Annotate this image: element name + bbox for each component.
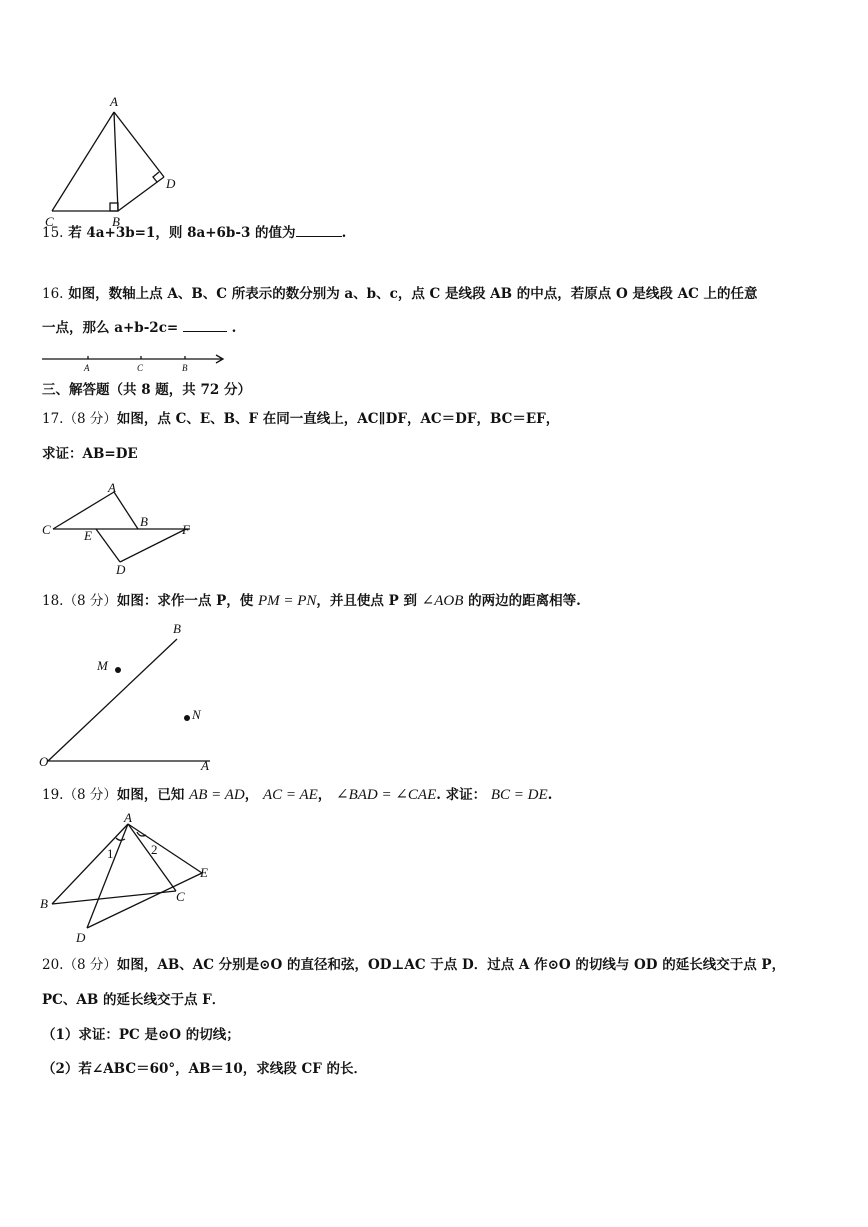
q19-end: . [547, 787, 553, 803]
question-18 [42, 592, 581, 610]
q17-figure [38, 478, 198, 578]
q20-line1: 如图，AB、AC 分别是⊙O 的直径和弦，OD⊥AC 于点 D．过点 A 作⊙O 的切线与 OD 的延长线交于点 P， [116, 957, 786, 973]
q14-label-a: A [110, 94, 118, 109]
q19-text-a: 如图，已知 [116, 787, 185, 803]
question-20-line1 [42, 956, 785, 974]
q19-angle-1: 1 [107, 846, 114, 861]
q19-label-d: D [76, 930, 86, 945]
q18-text-a: 如图：求作一点 P，使 [116, 593, 254, 609]
q14-label-b: B [112, 214, 120, 229]
question-17-line2: 求证：AB=DE [42, 446, 138, 462]
q19-math-angles: ∠BAD = ∠CAE [336, 787, 437, 803]
q20-number: 20. [42, 957, 64, 973]
q15-end: . [341, 225, 347, 241]
q19-math-bc-de: BC = DE [490, 787, 548, 803]
q17-label-e: E [84, 528, 92, 543]
q17-label-a: A [108, 480, 116, 495]
q18-figure [34, 618, 224, 774]
question-20-part2: （2）若∠ABC＝60°，AB＝10，求线段 CF 的长． [42, 1061, 368, 1077]
q18-score: （8 分） [63, 593, 117, 609]
q19-number: 19. [42, 787, 64, 803]
numline-label-b: B [182, 363, 188, 373]
q18-text-c: 的两边的距离相等. [468, 593, 581, 609]
q16-number: 16. [42, 286, 64, 302]
question-20-part1: （1）求证：PC 是⊙O 的切线； [42, 1027, 240, 1043]
q19-math-ac-ae: AC = AE [262, 787, 318, 803]
q16-end: . [231, 320, 237, 336]
q18-text-b: ，并且使点 P 到 [316, 593, 417, 609]
q19-figure [36, 808, 226, 948]
q17-score: （8 分） [63, 411, 117, 427]
q16-line2: 一点，那么 a+b-2c= [42, 320, 179, 336]
q19-label-b: B [40, 896, 48, 911]
q19-text-b: . 求证： [436, 787, 487, 803]
question-15 [42, 223, 346, 242]
q18-label-m: M [97, 658, 108, 673]
question-20-line2: PC、AB 的延长线交于点 F． [42, 992, 226, 1008]
q14-label-c: C [45, 214, 54, 229]
q19-sep1: ， [244, 787, 259, 803]
q16-line1: 如图，数轴上点 A、B、C 所表示的数分别为 a、b、c，点 C 是线段 AB 的中点，若原点 O 是线段 AC 上的任意 [68, 286, 758, 302]
q19-sep2: ， [317, 787, 332, 803]
question-16-line1 [42, 285, 758, 303]
q19-label-e: E [200, 865, 208, 880]
q16-number-line [38, 350, 238, 376]
q17-line1: 如图，点 C、E、B、F 在同一直线上，AC∥DF，AC＝DF，BC＝EF， [116, 411, 560, 427]
q15-answer-blank[interactable] [296, 223, 342, 237]
numline-label-a: A [84, 363, 90, 373]
q17-number: 17. [42, 411, 64, 427]
q18-math-pm-pn: PM = PN [257, 593, 317, 609]
numline-label-c: C [137, 363, 144, 373]
q14-figure [40, 92, 190, 234]
q19-math-ab-ad: AB = AD [189, 787, 245, 803]
q15-text: 若 4a+3b=1，则 8a+6b-3 的值为 [68, 225, 296, 241]
q17-label-f: F [182, 522, 190, 537]
question-17-line1 [42, 410, 559, 428]
q17-label-b: B [140, 514, 148, 529]
section-3-heading: 三、解答题（共 8 题，共 72 分） [42, 382, 251, 398]
q18-label-n: N [192, 707, 201, 722]
q18-math-angle-aob: ∠AOB [421, 593, 464, 609]
q17-label-d: D [116, 562, 126, 577]
q18-number: 18. [42, 593, 64, 609]
q20-score: （8 分） [63, 957, 117, 973]
q19-label-a: A [124, 810, 132, 825]
q18-label-a: A [201, 758, 209, 773]
q15-number: 15. [42, 225, 64, 241]
q18-label-o: O [39, 754, 49, 769]
q19-score: （8 分） [63, 787, 117, 803]
q14-label-d: D [166, 176, 176, 191]
q17-label-c: C [42, 522, 51, 537]
question-19 [42, 786, 552, 804]
q18-label-b: B [173, 621, 181, 636]
q19-label-c: C [176, 889, 185, 904]
q19-angle-2: 2 [151, 842, 158, 857]
question-16-line2 [42, 318, 236, 337]
q16-answer-blank[interactable] [183, 318, 227, 332]
